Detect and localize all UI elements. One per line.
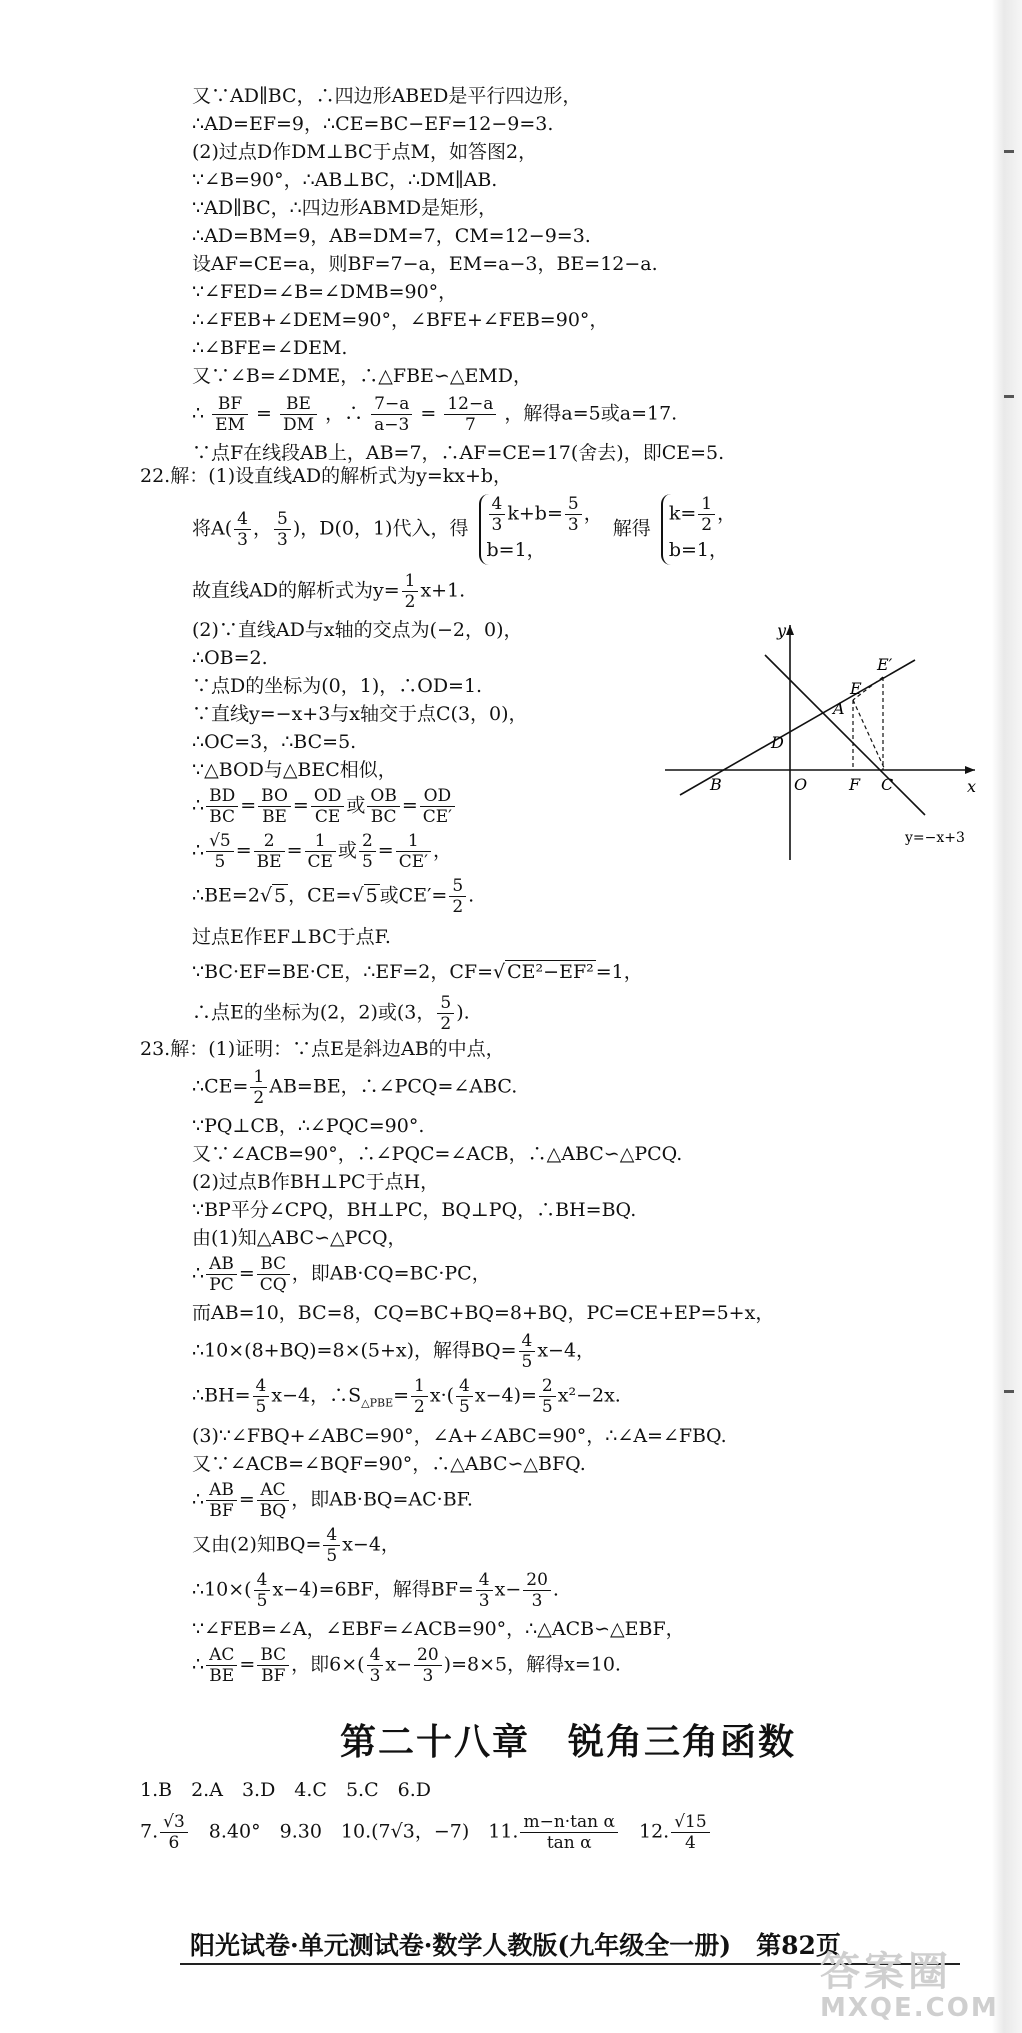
fraction [206, 1480, 237, 1521]
fraction [411, 1376, 428, 1417]
numerator: 4 [489, 494, 506, 515]
symbol: ，∴ [325, 402, 364, 425]
numerator: 5 [437, 993, 454, 1014]
denominator: PC [209, 1275, 234, 1295]
denominator: 2 [404, 592, 416, 612]
x-axis-arrow [965, 766, 975, 774]
symbol: ∴ [192, 402, 205, 425]
numerator: 2 [359, 831, 376, 852]
watermark-top: 答案圈 [820, 1949, 952, 1995]
denominator: tan α [546, 1833, 592, 1853]
numerator: 2 [539, 1376, 556, 1397]
point-F: F [849, 775, 861, 794]
numerator: BF [212, 394, 248, 415]
symbol: ， [717, 502, 737, 525]
denominator: CE′ [398, 852, 428, 872]
denominator: 5 [255, 1397, 267, 1417]
text: ∴10×(8+BQ)=8×(5+x)，解得BQ= [192, 1339, 517, 1362]
fraction [489, 494, 506, 535]
text: x−4)= [474, 1384, 537, 1407]
y-label: y [777, 621, 787, 640]
symbol: = [238, 1262, 255, 1285]
fraction [539, 1376, 556, 1417]
text: ). [456, 1001, 470, 1024]
symbol: = [256, 402, 272, 425]
symbol: = [235, 839, 252, 862]
top-solution-block [140, 82, 900, 467]
text-line: ∵△BOD与△BEC相似， [192, 759, 397, 781]
x-label: x [967, 777, 977, 796]
fraction [280, 394, 317, 435]
fraction [476, 1570, 493, 1611]
text: 8.40° 9.30 10.(7√3，−7) 11. [189, 1820, 519, 1843]
text-line: ∵点F在线段AB上，AB=7，∴AF=CE=17(舍去)，即CE=5. [192, 442, 725, 464]
q22-result [140, 571, 900, 612]
text-line: 又∵∠ACB=∠BQF=90°，∴△ABC∽△BFQ. [192, 1453, 586, 1476]
answers-line-2 [140, 1812, 900, 1853]
symbol: = [420, 402, 437, 425]
text: x−4， [537, 1339, 596, 1362]
fraction [456, 1376, 473, 1417]
symbol: = [292, 794, 309, 817]
chapter-answers [140, 1776, 900, 1853]
numerator: 5 [449, 876, 466, 897]
text: ，解得a=5或a=17. [504, 402, 678, 425]
text: 将A( [192, 517, 233, 540]
denominator: 3 [237, 530, 248, 550]
y-axis-arrow [786, 625, 794, 635]
fraction [234, 509, 251, 550]
numerator: BC [257, 1645, 289, 1666]
fraction [253, 1376, 270, 1417]
fraction [367, 786, 399, 827]
system-row: b=1， [668, 539, 728, 561]
fraction [206, 786, 238, 827]
numerator: √5 [206, 831, 234, 852]
line-C [765, 655, 925, 815]
text: 或 [337, 839, 357, 862]
denominator: BE [262, 807, 287, 827]
edge-mark [1004, 395, 1014, 398]
text: ∴点E的坐标为(2，2)或(3， [192, 1001, 436, 1024]
text: 或 [346, 794, 366, 817]
text: x− [385, 1653, 413, 1676]
fraction [257, 1645, 289, 1686]
q23-ratio-1 [140, 1254, 900, 1295]
text: x−4， [342, 1533, 400, 1556]
denominator: 4 [685, 1833, 696, 1853]
radicand: 5 [274, 884, 287, 907]
text-line: ∵∠B=90°，∴AB⊥BC，∴DM∥AB. [192, 169, 498, 191]
denominator: 3 [478, 1591, 490, 1612]
symbol: ， [432, 839, 452, 862]
denominator: CQ [259, 1275, 287, 1295]
text: AB=BE，∴∠PCQ=∠ABC. [269, 1075, 518, 1098]
text-line: (2)过点D作DM⊥BC于点M，如答图2， [192, 141, 538, 163]
text-line: 由(1)知△ABC∽△PCQ， [192, 1227, 407, 1249]
denominator: BF [209, 1501, 234, 1522]
numerator: BE [280, 394, 317, 415]
fraction [305, 831, 336, 872]
symbol: = [393, 1384, 410, 1407]
fraction [420, 786, 455, 827]
denominator: 2 [440, 1014, 452, 1034]
symbol: ∴ [192, 794, 205, 817]
numerator: 4 [253, 1376, 270, 1397]
denominator: DM [282, 415, 315, 435]
numerator: 1 [411, 1376, 428, 1397]
numerator: 1 [402, 571, 419, 592]
text-line: ∵直线y=−x+3与x轴交于点C(3，0)， [192, 703, 528, 725]
fraction [258, 786, 291, 827]
denominator: CE′ [422, 807, 453, 827]
text-line: 而AB=10，BC=8，CQ=BC+BQ=8+BQ，PC=CE+EP=5+x， [192, 1302, 775, 1324]
numerator: AB [206, 1254, 237, 1275]
symbol: ∴ [192, 839, 205, 862]
text: ，即AB·BQ=AC·BF. [291, 1488, 473, 1511]
text: x²−2x. [557, 1384, 621, 1407]
text-line: ∵∠FEB=∠A，∠EBF=∠ACB=90°，∴△ACB∽△EBF， [192, 1618, 685, 1641]
numerator: 1 [698, 494, 715, 515]
numerator: √15 [671, 1812, 709, 1833]
text: )，D(0，1)代入，得 [292, 517, 469, 540]
fraction [323, 1525, 340, 1566]
point-E-prime: E′ [877, 655, 893, 674]
solution-system [661, 494, 736, 565]
text: ∵BC·EF=BE·CE，∴EF=2，CF= [192, 961, 494, 983]
numerator: AB [206, 1480, 237, 1501]
point-O: O [794, 775, 808, 794]
point-C: C [881, 775, 894, 794]
numerator: 1 [305, 831, 336, 852]
text-line: 设AF=CE=a，则BF=7−a，EM=a−3，BE=12−a. [192, 253, 658, 275]
text-line: ∵PQ⊥CB，∴∠PQC=90°. [192, 1115, 425, 1137]
numerator: 5 [274, 509, 291, 530]
system-row: b=1， [486, 539, 546, 561]
question-23 [140, 1035, 900, 1686]
edge-mark [1004, 150, 1014, 153]
fraction [444, 394, 496, 435]
q23-bf [140, 1570, 900, 1611]
denominator: 3 [567, 515, 579, 535]
denominator: 2 [253, 1088, 265, 1108]
text-line: 又∵∠ACB=90°，∴∠PQC=∠ACB，∴△ABC∽△PCQ. [192, 1143, 683, 1165]
symbol: ∴ [192, 1262, 205, 1285]
q23-bq [140, 1331, 900, 1372]
q22-substitution [140, 494, 900, 565]
denominator: 5 [214, 852, 226, 872]
denominator: BE [256, 852, 282, 872]
text: x−4)=6BF，解得BF= [272, 1578, 474, 1601]
numerator: 20 [523, 1570, 551, 1591]
symbol: = [377, 839, 394, 862]
text-line: 又∵AD∥BC，∴四边形ABED是平行四边形， [192, 85, 582, 107]
text-line: (3)∵∠FBQ+∠ABC=90°，∠A+∠ABC=90°，∴∠A=∠FBQ. [192, 1425, 727, 1448]
numerator: 4 [234, 509, 251, 530]
numerator: 4 [456, 1376, 473, 1397]
text: ∴BE=2 [192, 884, 260, 907]
point-E: E [850, 679, 862, 698]
symbol: ∴ [192, 1488, 205, 1511]
denominator: 5 [361, 852, 373, 872]
fraction [311, 786, 345, 827]
numerator: m−n·tan α [520, 1812, 618, 1833]
numerator: 12−a [444, 394, 496, 415]
point-D: D [771, 733, 784, 752]
symbol: ∴ [192, 1653, 205, 1676]
text-line: ∵点D的坐标为(0，1)，∴OD=1. [192, 675, 483, 697]
denominator: CE [314, 807, 341, 827]
chapter-title: 第二十八章 锐角三角函数 [340, 1722, 797, 1763]
fraction [254, 831, 285, 872]
q22-head: 22.解：(1)设直线AD的解析式为y=kx+b， [140, 465, 513, 487]
numerator: 1 [396, 831, 431, 852]
text: ∴CE= [192, 1075, 249, 1098]
text-line: ∴∠BFE=∠DEM. [192, 337, 348, 359]
fraction [206, 1254, 237, 1295]
numerator: BD [206, 786, 238, 807]
text-line: ∴OB=2. [192, 647, 268, 669]
text: ∴10×( [192, 1578, 252, 1601]
text-line: ∴AD=EF=9，∴CE=BC−EF=12−9=3. [192, 113, 554, 135]
fraction [520, 1812, 618, 1853]
denominator: 3 [369, 1666, 381, 1687]
denominator: 5 [256, 1591, 268, 1612]
denominator: CE [307, 852, 333, 872]
text: ∴BH= [192, 1384, 251, 1407]
text-line: ∵BP平分∠CPQ，BH⊥PC，BQ⊥PQ，∴BH=BQ. [192, 1199, 637, 1221]
denominator: a−3 [374, 415, 410, 435]
text-line: ∵AD∥BC，∴四边形ABMD是矩形， [192, 197, 498, 219]
q22-coordinates [140, 993, 900, 1034]
numerator: 4 [323, 1525, 340, 1546]
numerator: 5 [565, 494, 582, 515]
fraction [257, 1480, 289, 1521]
numerator: 4 [367, 1645, 384, 1666]
symbol: . [468, 884, 475, 907]
denominator: 3 [276, 530, 288, 550]
q23-ratio-2 [140, 1480, 900, 1521]
q23-final [140, 1645, 900, 1686]
coordinate-figure [655, 620, 985, 865]
symbol: . [552, 1578, 559, 1601]
numerator: OB [367, 786, 399, 807]
text: 解得 [612, 517, 651, 540]
q23-ce [140, 1067, 900, 1108]
denominator: BE [209, 1666, 235, 1687]
numerator: 1 [250, 1067, 267, 1088]
point-B: B [710, 775, 722, 794]
text: 或CE′= [379, 884, 448, 907]
denominator: BF [261, 1666, 286, 1687]
page-footer: 阳光试卷·单元测试卷·数学人教版(九年级全一册) 第82页 [190, 1931, 841, 1960]
page-edge-shadow [992, 0, 1022, 2033]
point-A: A [833, 699, 845, 718]
denominator: 7 [464, 415, 476, 435]
denominator: 3 [491, 515, 503, 535]
fraction [212, 394, 248, 435]
denominator: 2 [414, 1397, 425, 1417]
q23-again [140, 1525, 900, 1566]
text-line: (2)过点B作BH⊥PC于点H， [192, 1171, 440, 1193]
fraction [206, 831, 234, 872]
fraction [367, 1645, 384, 1686]
text: ，即AB·CQ=BC·PC， [291, 1262, 491, 1285]
edge-mark [1004, 1390, 1014, 1393]
symbol: ， [583, 502, 603, 525]
text: 7. [140, 1820, 159, 1843]
fraction [206, 1645, 237, 1686]
numerator: 2 [254, 831, 285, 852]
fraction [359, 831, 376, 872]
text: k= [668, 502, 697, 525]
text: x+1. [420, 579, 466, 602]
radicand: 5 [365, 884, 378, 907]
text-line: (2)∵直线AD与x轴的交点为(−2，0)， [192, 619, 523, 641]
denominator: 3 [422, 1666, 434, 1687]
text: ，即6×( [291, 1653, 365, 1676]
text-line: 又∵∠B=∠DME，∴△FBE∽△EMD， [192, 365, 532, 387]
numerator: BO [258, 786, 291, 807]
denominator: 6 [168, 1833, 180, 1853]
symbol: ， [252, 517, 272, 540]
fraction [250, 1067, 267, 1108]
denominator: BC [209, 807, 236, 827]
fraction [449, 876, 466, 917]
equation-system [479, 494, 603, 565]
numerator: BC [257, 1254, 290, 1275]
fraction [671, 1812, 709, 1853]
text: 12. [620, 1820, 670, 1843]
fraction [414, 1645, 442, 1686]
numerator: AC [257, 1480, 289, 1501]
ratio-equation [140, 394, 900, 435]
text-line: ∵∠FED=∠B=∠DMB=90°， [192, 281, 458, 303]
text-line: ∴OC=3，∴BC=5. [192, 731, 357, 753]
denominator: 5 [521, 1352, 533, 1372]
text: x− [494, 1578, 522, 1601]
numerator: 4 [476, 1570, 493, 1591]
symbol: = [238, 1488, 255, 1511]
numerator: OD [420, 786, 455, 807]
fraction [160, 1812, 188, 1853]
denominator: 2 [701, 515, 713, 535]
numerator: 4 [254, 1570, 271, 1591]
denominator: EM [215, 415, 245, 435]
numerator: OD [311, 786, 345, 807]
denominator: BC [370, 807, 397, 827]
denominator: 5 [459, 1397, 470, 1417]
numerator: 20 [414, 1645, 442, 1666]
watermark-logo [820, 1940, 1010, 2030]
text: )=8×5，解得x=10. [443, 1653, 621, 1676]
fraction [396, 831, 431, 872]
line-equation-label: y=−x+3 [905, 830, 965, 846]
answers-line-1: 1.B 2.A 3.D 4.C 5.C 6.D [140, 1779, 431, 1801]
text-line: 过点E作EF⊥BC于点F. [192, 926, 391, 948]
fraction [371, 394, 412, 435]
symbol: = [239, 1653, 256, 1676]
text: k+b= [507, 502, 563, 525]
numerator: AC [206, 1645, 237, 1666]
fraction [565, 494, 582, 535]
watermark-bottom: MXQE.COM [820, 1993, 999, 2023]
numerator: 4 [519, 1331, 536, 1352]
fraction [257, 1254, 290, 1295]
symbol: = [401, 794, 418, 817]
fraction [698, 494, 715, 535]
q23-area [140, 1376, 900, 1418]
subscript: △PBE [361, 1396, 394, 1410]
text: =1， [595, 961, 643, 983]
system-row [487, 494, 603, 535]
numerator: √3 [160, 1812, 188, 1833]
text: 又由(2)知BQ= [192, 1533, 322, 1556]
symbol: = [240, 794, 257, 817]
denominator: BQ [259, 1501, 287, 1522]
denominator: 3 [531, 1591, 543, 1612]
fraction [402, 571, 419, 612]
fraction [519, 1331, 536, 1372]
fraction [523, 1570, 551, 1611]
radicand: CE²−EF² [507, 961, 594, 983]
text: x·( [429, 1384, 455, 1407]
text: x−4，∴S [271, 1384, 362, 1407]
q22-lengths: ∴BE=2√ 5 ，CE=√ 5 或CE′= $\frac{5}{2}$ . [192, 876, 475, 917]
symbol: = [286, 839, 303, 862]
fraction [274, 509, 291, 550]
text: ，CE= [288, 884, 352, 907]
denominator: 2 [452, 897, 464, 917]
denominator: 5 [541, 1397, 553, 1417]
q23-head: 23.解：(1)证明：∵点E是斜边AB的中点， [140, 1038, 505, 1060]
denominator: 5 [326, 1546, 338, 1567]
text: 故直线AD的解析式为y= [192, 579, 400, 602]
numerator: 7−a [371, 394, 412, 415]
q22-cf: ∵BC·EF=BE·CE，∴EF=2，CF=√ CE²−EF² =1， [192, 961, 643, 983]
system-row [669, 494, 736, 535]
fraction [437, 993, 454, 1034]
text-line: ∴AD=BM=9，AB=DM=7，CM=12−9=3. [192, 225, 591, 247]
text-line: ∴∠FEB+∠DEM=90°，∠BFE+∠FEB=90°， [192, 309, 609, 331]
fraction [254, 1570, 271, 1611]
